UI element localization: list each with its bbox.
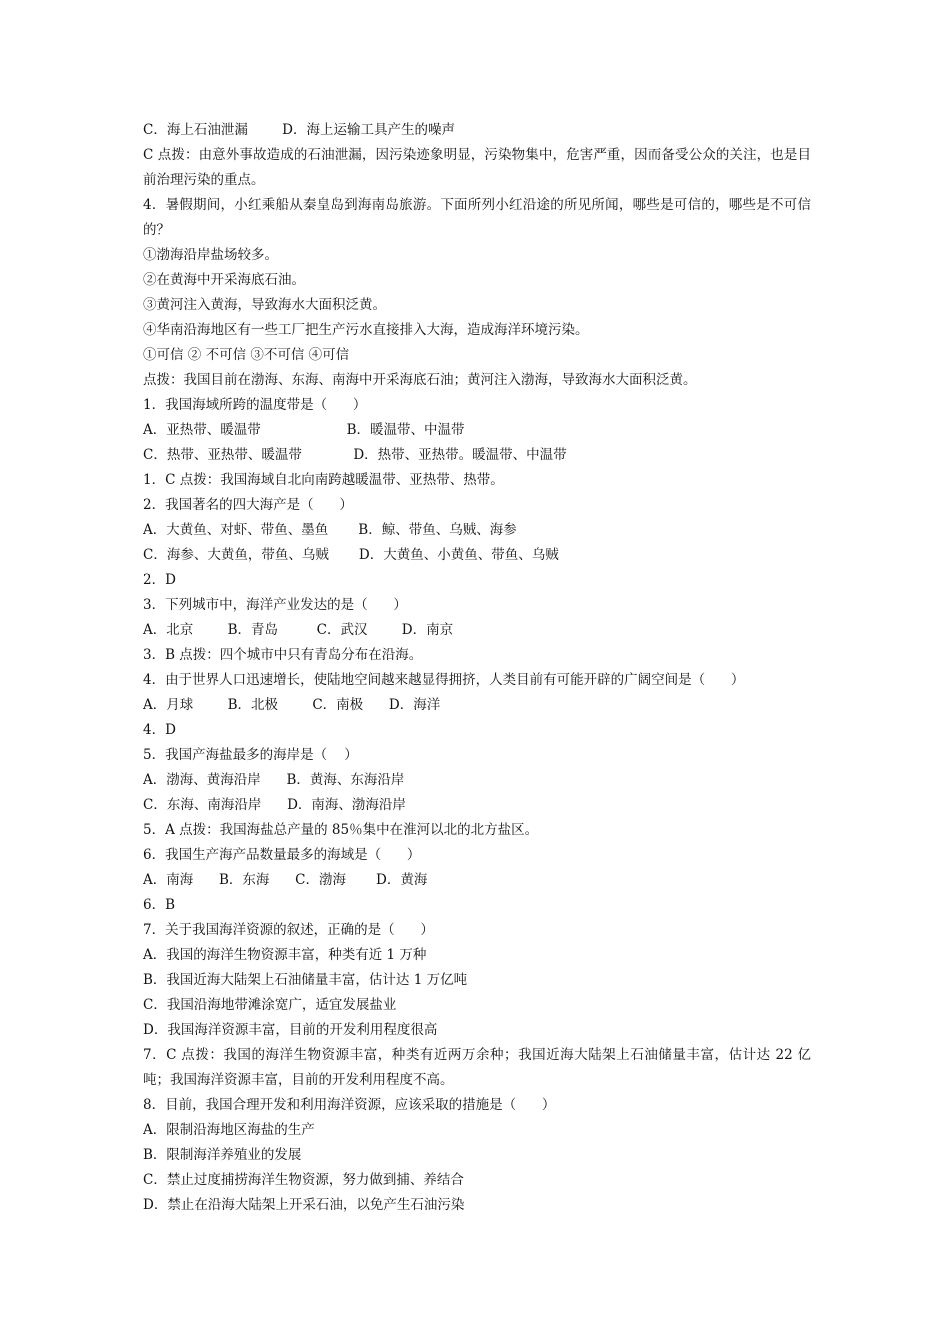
question-4: 4．由于世界人口迅速增长，使陆地空间越来越显得拥挤，人类目前有可能开辟的广阔空间是（ ） xyxy=(143,672,745,688)
question-2: 2．我国著名的四大海产是（ ） xyxy=(143,497,353,513)
question-3-options: A．北京 B．青岛 C．武汉 D．南京 xyxy=(143,622,454,638)
statement-4: ④华南沿海地区有一些工厂把生产污水直接排入大海，造成海洋环境污染。 xyxy=(143,322,589,338)
answer-3: 3．B 点拨：四个城市中只有青岛分布在沿海。 xyxy=(143,647,423,663)
statement-answers: ①可信 ② 不可信 ③不可信 ④可信 xyxy=(143,347,350,363)
question-5-options-ab: A．渤海、黄海沿岸 B．黄海、东海沿岸 xyxy=(143,772,405,788)
question-6-options: A．南海 B．东海 C．渤海 D．黄海 xyxy=(143,872,428,888)
question-7: 7．关于我国海洋资源的叙述，正确的是（ ） xyxy=(143,922,434,938)
question-7-option-b: B．我国近海大陆架上石油储量丰富，估计达 1 万亿吨 xyxy=(143,972,468,988)
question-8-option-a: A．限制沿海地区海盐的生产 xyxy=(143,1122,315,1138)
question-8-option-d: D．禁止在沿海大陆架上开采石油，以免产生石油污染 xyxy=(143,1197,465,1213)
answer-2: 2．D xyxy=(143,572,176,588)
answer-7: 7．C 点拨：我国的海洋生物资源丰富，种类有近两万余种；我国近海大陆架上石油储量丰富，估计达 22 亿吨；我国海洋资源丰富，目前的开发利用程度不高。 xyxy=(143,1047,811,1088)
answer-6: 6．B xyxy=(143,897,176,913)
document-page xyxy=(143,118,811,1218)
statement-3: ③黄河注入黄海，导致海水大面积泛黄。 xyxy=(143,297,386,313)
answer-1: 1．C 点拨：我国海域自北向南跨越暖温带、亚热带、热带。 xyxy=(143,472,504,488)
question-2-options-ab: A．大黄鱼、对虾、带鱼、墨鱼 B．鲸、带鱼、乌贼、海参 xyxy=(143,522,517,538)
statement-explanation: 点拨：我国目前在渤海、东海、南海中开采海底石油；黄河注入渤海，导致海水大面积泛黄。 xyxy=(143,372,697,388)
question-5-options-cd: C．东海、南海沿岸 D．南海、渤海沿岸 xyxy=(143,797,406,813)
question-1-options-ab: A．亚热带、暖温带 B．暖温带、中温带 xyxy=(143,422,465,438)
answer-5: 5．A 点拨：我国海盐总产量的 85％集中在淮河以北的北方盐区。 xyxy=(143,822,539,838)
question-7-option-a: A．我国的海洋生物资源丰富，种类有近 1 万种 xyxy=(143,947,427,963)
answer-options-line: C．海上石油泄漏 D．海上运输工具产生的噪声 xyxy=(143,122,455,138)
question-8-option-c: C．禁止过度捕捞海洋生物资源，努力做到捕、养结合 xyxy=(143,1172,464,1188)
question-3: 3．下列城市中，海洋产业发达的是（ ） xyxy=(143,597,407,613)
answer-4: 4．D xyxy=(143,722,176,738)
statement-2: ②在黄海中开采海底石油。 xyxy=(143,272,305,288)
question-8-option-b: B．限制海洋养殖业的发展 xyxy=(143,1147,302,1163)
question-7-option-c: C．我国沿海地带滩涂宽广，适宜发展盐业 xyxy=(143,997,397,1013)
question-2-options-cd: C．海参、大黄鱼，带鱼、乌贼 D．大黄鱼、小黄鱼、带鱼、乌贼 xyxy=(143,547,559,563)
question-8: 8．目前，我国合理开发和利用海洋资源，应该采取的措施是（ ） xyxy=(143,1097,556,1113)
question-1-options-cd: C．热带、亚热带、暖温带 D．热带、亚热带。暖温带、中温带 xyxy=(143,447,567,463)
explanation-paragraph: C 点拨：由意外事故造成的石油泄漏，因污染迹象明显，污染物集中，危害严重，因而备受公众的关注，也是目前治理污染的重点。 xyxy=(143,147,811,188)
question-4-travel: 4．暑假期间，小红乘船从秦皇岛到海南岛旅游。下面所列小红沿途的所见所闻，哪些是可信的，哪些是不可信的？ xyxy=(143,197,811,238)
question-7-option-d: D．我国海洋资源丰富，目前的开发利用程度很高 xyxy=(143,1022,438,1038)
question-4-options: A．月球 B．北极 C．南极 D．海洋 xyxy=(143,697,441,713)
question-5: 5．我国产海盐最多的海岸是（ ） xyxy=(143,747,358,763)
question-1: 1．我国海域所跨的温度带是（ ） xyxy=(143,397,367,413)
statement-1: ①渤海沿岸盐场较多。 xyxy=(143,247,278,263)
question-6: 6．我国生产海产品数量最多的海域是（ ） xyxy=(143,847,421,863)
